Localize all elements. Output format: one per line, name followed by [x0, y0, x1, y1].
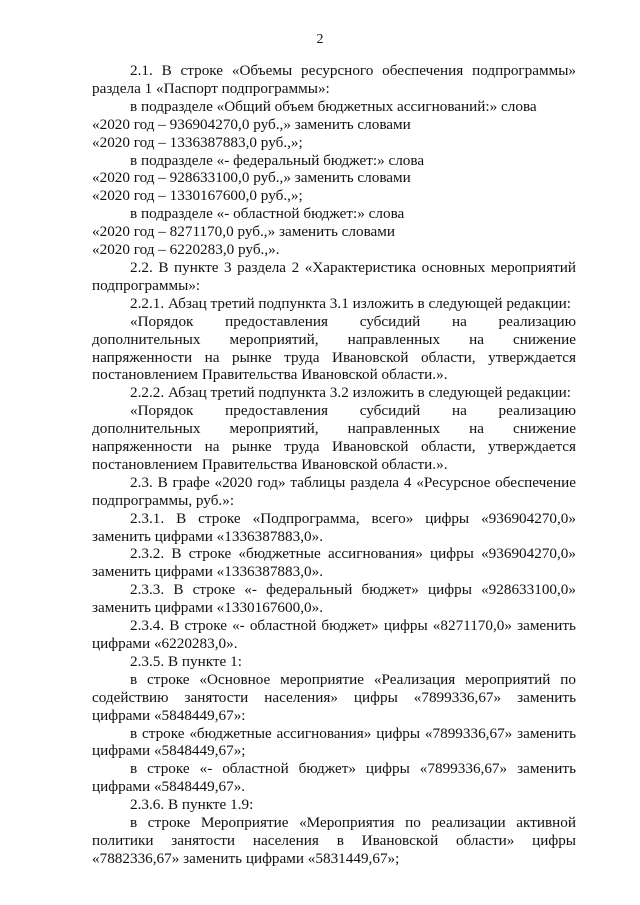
paragraph-old-total: «2020 год – 936904270,0 руб.,» заменить словами [92, 115, 411, 133]
paragraph-2-3-2: 2.3.2. В строке «бюджетные ассигнования» цифры «936904270,0» заменить цифрами «1336387883,0». [92, 545, 576, 581]
paragraph-new-federal: «2020 год – 1330167600,0 руб.,»; [92, 187, 303, 205]
paragraph-new-regional: «2020 год – 6220283,0 руб.,». [92, 241, 280, 259]
paragraph-2-3-1: 2.3.1. В строке «Подпрограмма, всего» цифры «936904270,0» заменить цифрами «1336387883,0». [92, 509, 576, 545]
paragraph-subsection-federal: в подразделе «- федеральный бюджет:» слова [130, 151, 425, 169]
document-body [92, 62, 576, 868]
paragraph-2-2-1: 2.2.1. Абзац третий подпункта 3.1 изложить в следующей редакции: [130, 294, 571, 312]
paragraph-old-regional: «2020 год – 8271170,0 руб.,» заменить словами [92, 223, 396, 241]
paragraph-regional-budget: в строке «- областной бюджет» цифры «7899336,67» заменить цифрами «5848449,67». [92, 760, 576, 796]
paragraph-subsection-total: в подразделе «Общий объем бюджетных ассигнований:» слова [130, 97, 537, 115]
paragraph-2-3-4: 2.3.4. В строке «- областной бюджет» цифры «8271170,0» заменить цифрами «6220283,0». [92, 617, 576, 652]
paragraph-2-1: 2.1. В строке «Объемы ресурсного обеспечения подпрограммы» раздела 1 «Паспорт подпрограммы»: [92, 62, 576, 97]
paragraph-old-federal: «2020 год – 928633100,0 руб.,» заменить словами [92, 169, 411, 187]
paragraph-new-total: «2020 год – 1336387883,0 руб.,»; [92, 133, 303, 151]
paragraph-main-activity: в строке «Основное мероприятие «Реализация мероприятий по содействию занятости населения» цифры «7899336,67» заменить цифрами «5848449,67»: [92, 670, 576, 724]
paragraph-2-3-3: 2.3.3. В строке «- федеральный бюджет» цифры «928633100,0» заменить цифрами «1330167600,0». [92, 581, 576, 617]
paragraph-subsection-regional: в подразделе «- областной бюджет:» слова [130, 205, 405, 223]
paragraph-2-3-5: 2.3.5. В пункте 1: [130, 652, 242, 670]
paragraph-2-2: 2.2. В пункте 3 раздела 2 «Характеристика основных мероприятий подпрограммы»: [92, 258, 576, 294]
paragraph-2-3-6: 2.3.6. В пункте 1.9: [130, 796, 254, 814]
paragraph-2-3: 2.3. В графе «2020 год» таблицы раздела 4 «Ресурсное обеспечение подпрограммы, руб.»: [92, 473, 576, 509]
paragraph-budget-allocations: в строке «бюджетные ассигнования» цифры «7899336,67» заменить цифрами «5848449,67»; [92, 724, 576, 760]
page-number: 2 [316, 32, 324, 47]
paragraph-activity-1-9: в строке Мероприятие «Мероприятия по реализации активной политики занятости населения в Ивановской области» цифры «7882336,67» заменить цифрами «5831449,67»; [92, 814, 576, 867]
paragraph-quote-3-1: «Порядок предоставления субсидий на реализацию дополнительных мероприятий, направленных на снижение напряженности на рынке труда Ивановской области, утверждается постановлением Правительства Ивановской области.». [92, 312, 576, 384]
paragraph-quote-3-2: «Порядок предоставления субсидий на реализацию дополнительных мероприятий, направленных на снижение напряженности на рынке труда Ивановской области, утверждается постановлением Правительства Ивановской области.». [92, 402, 576, 473]
paragraph-2-2-2: 2.2.2. Абзац третий подпункта 3.2 изложить в следующей редакции: [130, 384, 571, 402]
